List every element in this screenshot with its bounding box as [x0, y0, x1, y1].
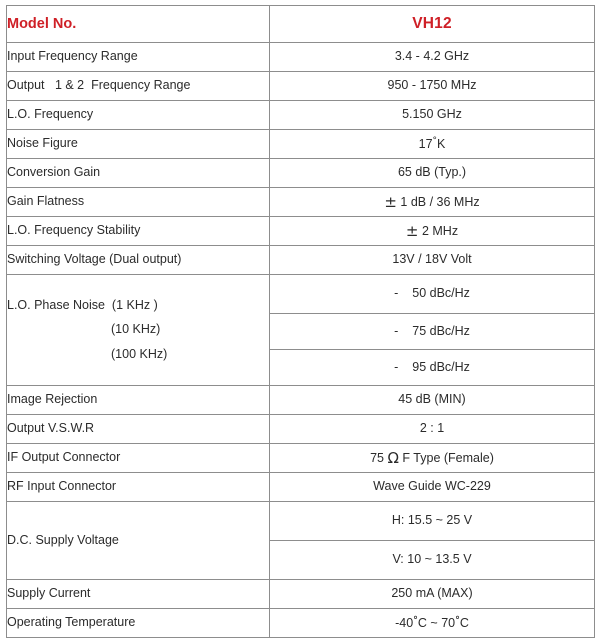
phase-noise-label-10khz: (10 KHz): [111, 322, 161, 337]
table-row: [7, 386, 595, 415]
phase-noise-text: 75 dBc/Hz: [412, 323, 470, 338]
spacer: [7, 313, 269, 322]
table-row: [7, 159, 595, 188]
degree-icon: °: [432, 135, 438, 146]
temp-unit-high: C: [459, 615, 469, 630]
spec-value: 45 dB (MIN): [270, 386, 595, 415]
phase-noise-row: [7, 275, 595, 314]
phase-noise-value-1khz: [270, 275, 595, 314]
table-row: [7, 415, 595, 444]
lo-stability-text: 2 MHz: [421, 223, 459, 238]
noise-figure-unit: K: [437, 136, 446, 151]
spec-label: Image Rejection: [7, 386, 270, 415]
minus-sign: -: [394, 359, 399, 374]
phase-noise-label-1khz: L.O. Phase Noise (1 KHz ): [7, 297, 158, 312]
supply-voltage-value-h: H: 15.5 ~ 25 V: [270, 502, 595, 541]
impedance-number: 75: [370, 450, 388, 465]
spec-value: 950 - 1750 MHz: [270, 72, 595, 101]
spec-label: Switching Voltage (Dual output): [7, 246, 270, 275]
table-row: [7, 580, 595, 609]
spec-label: Operating Temperature: [7, 609, 270, 638]
plus-minus-icon: ±: [384, 192, 397, 211]
table-row: [7, 130, 595, 159]
noise-figure-number: 17: [418, 136, 433, 151]
header-label-cell: Model No.: [7, 6, 270, 43]
phase-noise-label-cell: [7, 275, 270, 386]
spec-value: 5.150 GHz: [270, 101, 595, 130]
spec-label: Gain Flatness: [7, 188, 270, 217]
phase-noise-label-100khz: (100 KHz): [111, 346, 168, 361]
spec-label: Output V.S.W.R: [7, 415, 270, 444]
spec-label: Output 1 & 2 Frequency Range: [7, 72, 270, 101]
table-row: [7, 72, 595, 101]
spec-value: Wave Guide WC-229: [270, 473, 595, 502]
supply-voltage-value-v: V: 10 ~ 13.5 V: [270, 541, 595, 580]
spec-value: [270, 130, 595, 159]
degree-icon: °: [413, 614, 418, 626]
connector-text: F Type (Female): [398, 450, 494, 465]
table-row: [7, 246, 595, 275]
spec-label: IF Output Connector: [7, 444, 270, 473]
table-header-row: [7, 6, 595, 43]
supply-voltage-row: [7, 502, 595, 541]
spec-label: Conversion Gain: [7, 159, 270, 188]
phase-noise-value-100khz: [270, 350, 595, 386]
plus-minus-icon: ±: [405, 221, 419, 240]
ohm-icon: Ω: [387, 448, 399, 467]
temp-separator: ~: [426, 615, 442, 630]
table-row: [7, 444, 595, 473]
spec-value: 2 : 1: [270, 415, 595, 444]
table-row: [7, 609, 595, 638]
spec-value: [270, 188, 595, 217]
temp-unit-low: C: [417, 615, 427, 630]
spec-value: [270, 444, 595, 473]
phase-noise-text: 50 dBc/Hz: [412, 286, 470, 301]
spec-label: L.O. Frequency: [7, 101, 270, 130]
spec-label: Supply Current: [7, 580, 270, 609]
table-row: [7, 473, 595, 502]
table-row: [7, 43, 595, 72]
spec-value: 13V / 18V Volt: [270, 246, 595, 275]
spec-value: [270, 217, 595, 246]
spacer: [7, 338, 269, 347]
gain-flatness-text: 1 dB / 36 MHz: [400, 194, 480, 209]
spec-value: 65 dB (Typ.): [270, 159, 595, 188]
minus-sign: -: [394, 323, 399, 338]
specification-table: [6, 5, 595, 638]
spec-label: L.O. Frequency Stability: [7, 217, 270, 246]
spec-value: 250 mA (MAX): [270, 580, 595, 609]
degree-icon: °: [455, 614, 460, 626]
header-value-cell: VH12: [270, 6, 595, 43]
minus-sign: -: [394, 286, 399, 301]
spec-value: [270, 609, 595, 638]
spec-label: Input Frequency Range: [7, 43, 270, 72]
table-row: [7, 217, 595, 246]
supply-voltage-label: D.C. Supply Voltage: [7, 502, 270, 580]
phase-noise-value-10khz: [270, 314, 595, 350]
table-row: [7, 101, 595, 130]
spec-label: RF Input Connector: [7, 473, 270, 502]
table-row: [7, 188, 595, 217]
spec-value: 3.4 - 4.2 GHz: [270, 43, 595, 72]
spec-label: Noise Figure: [7, 130, 270, 159]
temp-low: -40: [395, 615, 414, 630]
temp-high: 70: [441, 615, 456, 630]
phase-noise-text: 95 dBc/Hz: [412, 359, 470, 374]
